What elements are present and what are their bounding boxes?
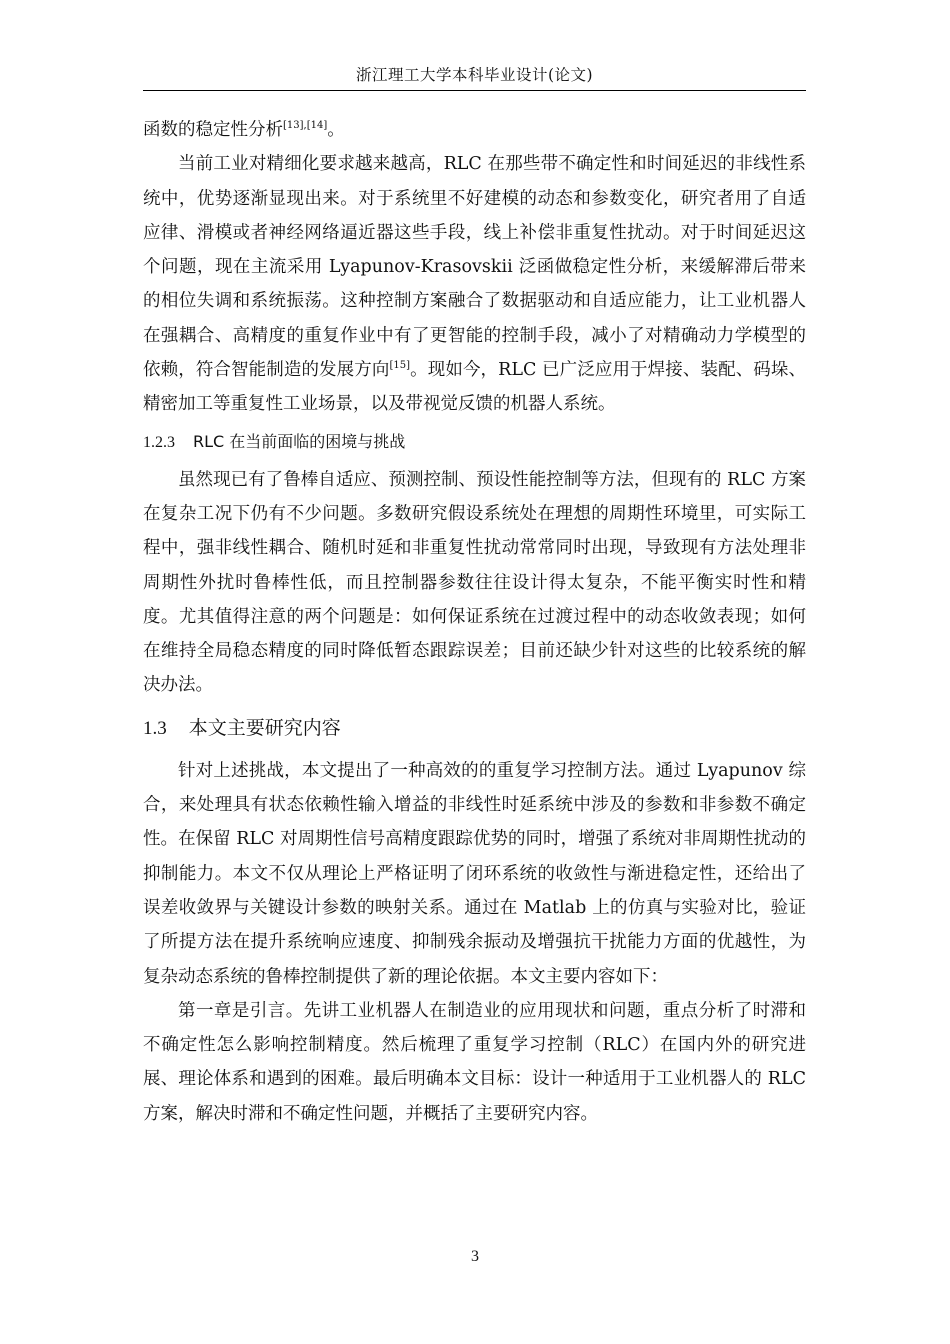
section-title: RLC 在当前面临的困境与挑战 [193,431,406,451]
paragraph-chapter-one: 第一章是引言。先讲工业机器人在制造业的应用现状和问题，重点分析了时滞和不确定性怎么影响控制精度。然后梳理了重复学习控制（RLC）在国内外的研究进展、理论体系和遇到的困难。最后明确本文目标：设计一种适用于工业机器人的 RLC 方案，解决时滞和不确定性问题，并概括了主要研究内容。 [143,1000,806,1124]
header-rule [143,90,806,91]
section-heading-1-3 [143,715,806,742]
paragraph-text: 当前工业对精细化要求越来越高，RLC 在那些带不确定性和时间延迟的非线性系统中，优势逐渐显现出来。对于系统里不好建模的动态和参数变化，研究者用了自适应律、滑模或者神经网络逼近器这些手段，线上补偿非重复性扰动。对于时间延迟这个问题，现在主流采用 Lyapunov-Krasovskii 泛函做稳定性分析，来缓解滞后带来的相位失调和系统振荡。这种控制方案融合了数据驱动和自适应能力，让工业机器人在强耦合、高精度的重复作业中有了更智能的控制手段，减小了对精确动力学模型的依赖，符合智能制造的发展方向 [143,154,806,381]
citation: [13],[14] [283,120,328,131]
section-heading-1-2-3 [143,431,806,454]
section-number: 1.2.3 [143,433,175,451]
section-title: 本文主要研究内容 [188,716,341,739]
page-number: 3 [471,1248,479,1265]
paragraph-challenges: 虽然现已有了鲁棒自适应、预测控制、预设性能控制等方法，但现有的 RLC 方案在复杂工况下仍有不少问题。多数研究假设系统处在理想的周期性环境里，可实际工程中，强非线性耦合、随机时延和非重复性扰动常常同时出现，导致现有方法处理非周期性外扰时鲁棒性低，而且控制器参数往往设计得太复杂，不能平衡实时性和精度。尤其值得注意的两个问题是：如何保证系统在过渡过程中的动态收敛表现；如何在维持全局稳态精度的同时降低暂态跟踪误差；目前还缺少针对这些的比较系统的解决办法。 [143,469,806,696]
page-body [143,113,806,1131]
paragraph-text-tail: 。现如今，RLC 已广泛应用于焊接、装配、码垛、精密加工等重复性工业场景，以及带视觉反馈的机器人系统。 [143,360,807,415]
section-number: 1.3 [143,717,167,739]
paragraph-text: 函数的稳定性分析 [143,120,283,140]
paragraph-proposed-method: 针对上述挑战，本文提出了一种高效的的重复学习控制方法。通过 Lyapunov 综合，来处理具有状态依赖性输入增益的非线性时延系统中涉及的参数和非参数不确定性。在保留 RLC 对周期性信号高精度跟踪优势的同时，增强了系统对非周期性扰动的抑制能力。本文不仅从理论上严格证明了闭环系统的收敛性与渐进稳定性，还给出了误差收敛界与关键设计参数的映射关系。通过在 Matlab 上的仿真与实验对比，验证了所提方法在提升系统响应速度、抑制残余振动及增强抗干扰能力方面的优越性，为复杂动态系统的鲁棒控制提供了新的理论依据。本文主要内容如下： [143,760,806,987]
paragraph-continuation [143,113,806,147]
citation: [15] [389,360,411,372]
paragraph-rlc-advantages [143,147,806,421]
paragraph-tail: 。 [327,120,345,140]
page-header: 浙江理工大学本科毕业设计(论文) [355,66,594,84]
